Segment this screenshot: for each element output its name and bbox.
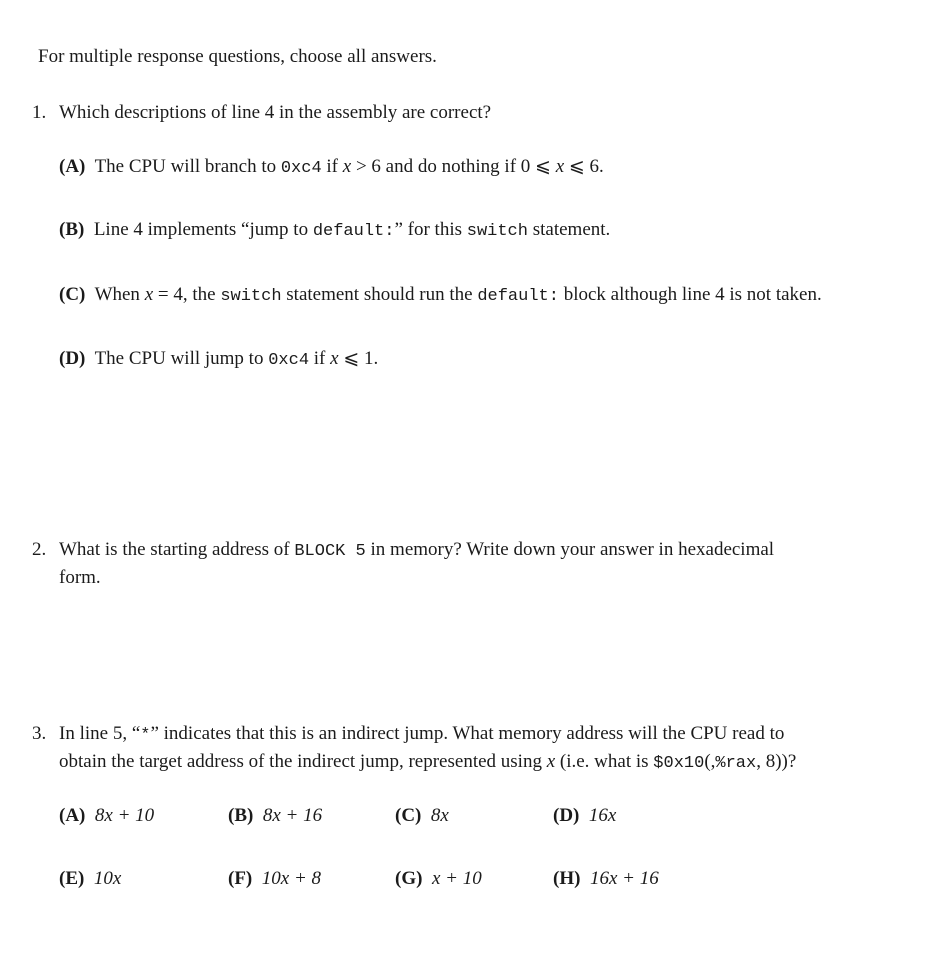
q3-option-b[interactable] [228, 804, 322, 828]
option-text: statement. [527, 219, 611, 240]
option-text: > 6 and do nothing if 0 ⩽ [351, 156, 556, 177]
code-keyword: default: [477, 287, 559, 306]
option-label: (D) [59, 348, 86, 369]
q3-option-c[interactable] [395, 804, 449, 828]
math-variable: x [330, 348, 339, 369]
q3-option-h[interactable] [553, 867, 659, 891]
question-3-text [59, 722, 784, 748]
question-text: (, [704, 751, 716, 772]
option-text: statement should run the [281, 284, 478, 305]
q3-option-e[interactable] [59, 867, 121, 891]
question-3-text-line2 [59, 750, 796, 776]
code-keyword: default: [312, 222, 395, 241]
option-text: ⩽ 1. [338, 348, 379, 369]
question-text: obtain the target address of the indirect jump, represented using [59, 751, 547, 772]
code-symbol: * [140, 726, 151, 745]
code-register: %rax [715, 754, 757, 773]
option-text: if [321, 156, 343, 177]
code-keyword: switch [220, 287, 282, 306]
q3-option-f[interactable] [228, 867, 321, 891]
math-variable: x [144, 284, 154, 305]
option-label: (D) [553, 805, 580, 826]
question-1-text: Which descriptions of line 4 in the assembly are correct? [59, 102, 492, 123]
option-text: 8x [430, 805, 449, 826]
question-text: In line 5, “ [59, 723, 141, 744]
option-text: 8x + 16 [262, 805, 323, 826]
option-text: ” for this [394, 219, 467, 240]
question-text: in memory? Write down your answer in hexadecimal [365, 539, 775, 560]
question-text: (i.e. what is [555, 751, 654, 772]
option-label: (H) [553, 868, 581, 889]
question-3-number: 3. [32, 723, 47, 744]
q1-option-d[interactable] [59, 347, 378, 373]
q1-option-a[interactable] [59, 155, 604, 181]
math-variable: x [555, 156, 565, 177]
q3-option-a[interactable] [59, 804, 154, 828]
q3-option-d[interactable] [553, 804, 616, 828]
option-text: 16x [588, 805, 617, 826]
option-label: (B) [228, 805, 254, 826]
option-text: ⩽ 6. [564, 156, 604, 177]
option-text: When [94, 284, 145, 305]
option-label: (A) [59, 156, 86, 177]
option-text: 16x + 16 [589, 868, 659, 889]
option-label: (E) [59, 868, 85, 889]
question-2-number: 2. [32, 539, 47, 560]
option-text: Line 4 implements “jump to [93, 219, 313, 240]
question-2-text [59, 538, 774, 564]
option-text: The CPU will branch to [94, 156, 281, 177]
option-text: = 4, the [153, 284, 221, 305]
question-1-number: 1. [32, 102, 47, 123]
option-label: (C) [59, 284, 86, 305]
code-address: 0xc4 [280, 159, 322, 178]
option-text: x + 10 [431, 868, 482, 889]
instructions: For multiple response questions, choose all answers. [38, 46, 437, 67]
option-text: if [309, 348, 331, 369]
option-text: block although line 4 is not taken. [558, 284, 822, 305]
option-text: 10x [93, 868, 122, 889]
code-address: 0xc4 [268, 351, 310, 370]
option-text: 10x + 8 [261, 868, 322, 889]
option-text: 8x + 10 [94, 805, 155, 826]
math-variable: x [342, 156, 352, 177]
question-text: ” indicates that this is an indirect jump. What memory address will the CPU read to [150, 723, 785, 744]
question-text: , 8))? [756, 751, 797, 772]
option-label: (G) [395, 868, 423, 889]
option-label: (A) [59, 805, 86, 826]
q1-option-c[interactable] [59, 283, 822, 309]
code-keyword: switch [466, 222, 528, 241]
q3-option-g[interactable] [395, 867, 482, 891]
math-variable: x [546, 751, 556, 772]
question-text: What is the starting address of [59, 539, 295, 560]
code-immediate: $0x10 [653, 754, 705, 773]
option-text: The CPU will jump to [94, 348, 269, 369]
option-label: (C) [395, 805, 422, 826]
question-2-text-line2: form. [59, 567, 101, 588]
option-label: (F) [228, 868, 253, 889]
code-block-name: BLOCK 5 [294, 542, 366, 561]
q1-option-b[interactable] [59, 218, 610, 244]
option-label: (B) [59, 219, 85, 240]
